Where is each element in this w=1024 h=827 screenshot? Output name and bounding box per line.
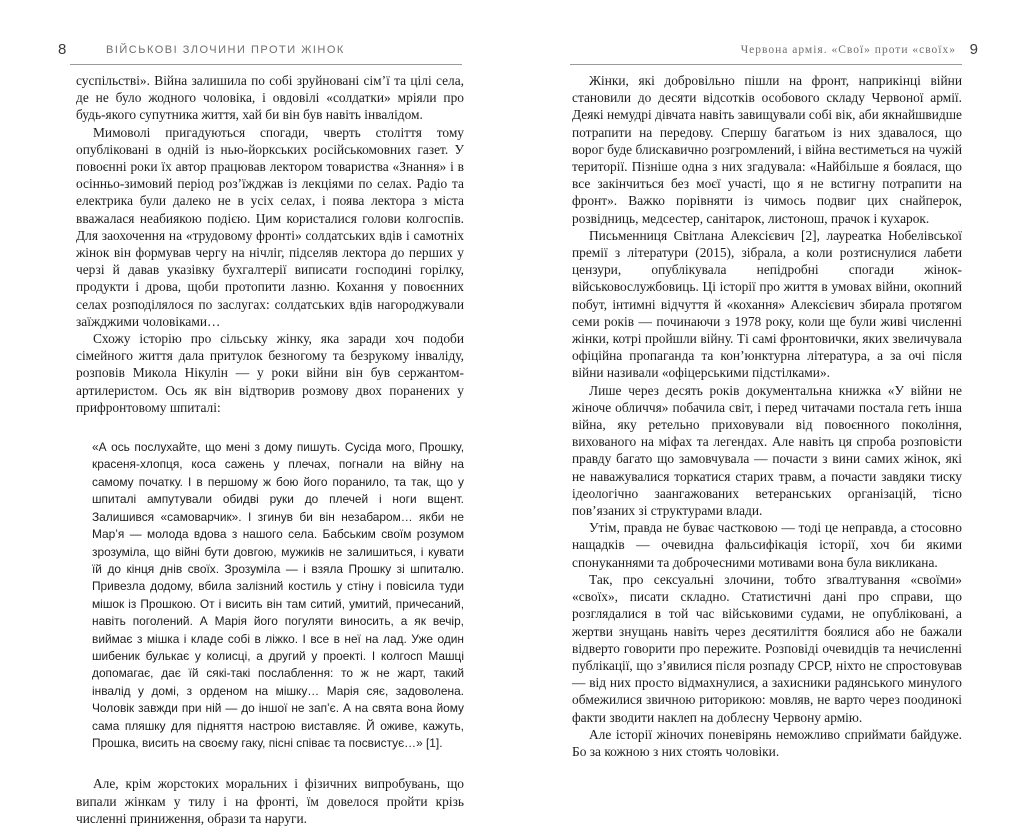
paragraph: Але, крім жорстоких моральних і фізичних випробувань, що випали жінкам у тилу і на фронті, їм довелося пройти крізь численні приниження, образи та наруги. (76, 776, 464, 826)
block-quote (92, 439, 464, 752)
paragraph: Утім, правда не буває частковою — тоді це неправда, а стосовно нащадків — очевидна фальсифікація історії, хоч би якими спонуканнями та доброчесними мотивами вона була викликана. (572, 520, 962, 570)
paragraph: Так, про сексуальні злочини, тобто зґвалтування «своїми» «своїх», писати складно. Статистичні дані про справи, що розглядалися в той час військовими судами, не опубліковані, а жертви знущань навіть через десятиліття боялися або не бажали відверто говорити про пережите. Розповіді очевидців та нечисленні публікації, що з’явилися після розпаду СРСР, ніхто не спростовував — від них просто відмахнулися, а захисники радянського минулого обмежилися звичною риторикою: мовляв, не варто через поодинокі факти зводити наклеп на доблесну Червону армію. (572, 571, 962, 725)
right-running-title: Червона армія. «Свої» проти «своїх» (740, 44, 956, 56)
paragraph: Мимоволі пригадуються спогади, чверть століття тому опубліковані в одній із нью-йоркських російськомовних газет. У повоєнні роки їх автор працював лектором товариства «Знання» і в осінньо-зимовий період роз’їжджав із лекціями по селах. Радіо та електрика були далеко не в усіх селах, і поява лектора з міста вважалася неабиякою подією. Цим користалися голови колгоспів. Для заохочення на «трудовому фронті» солдатських вдів і самотніх жінок він формував чергу на нічліг, підселяв лектора до перших у черзі й давав указівку бухгалтерії виписати господині горілку, продукти і дрова, щоби протопити лазню. Кохання у повоєнних селах розподілялося по заслугах: солдатських вдів нагороджували заїжджими чоловіками… (76, 124, 464, 329)
right-page (512, 0, 1024, 759)
right-page-number: 9 (969, 41, 978, 58)
paragraph: Письменниця Світлана Алексієвич [2], лауреатка Нобелівської премії з літератури (2015), зібрала, а коли розтиснулися лабети цензури, опублікувала непідробні спогади жінок-військовослужбовиць. Ці історії про життя в умовах війни, окопний побут, інтимні відчуття й «кохання» Алексієвич збирала протягом семи років — починаючи з 1978 року, коли ще були живі численні жінки, котрі пройшли війну. Ті самі фронтовички, яких звеличувала офіційна пропаганда та кон’юнктурна література, а за очі після війни називали «офіцерськими підстілками». (572, 227, 962, 381)
left-page (0, 0, 512, 826)
paragraph: Але історії жіночих поневірянь неможливо сприймати байдуже. Бо за кожною з них стоять чоловіки. (572, 726, 962, 759)
left-page-number: 8 (58, 41, 67, 58)
right-page-body (572, 72, 962, 760)
paragraph: Жінки, які добровільно пішли на фронт, наприкінці війни становили до десяти відсотків особового складу Червоної армії. Деякі немудрі дівчата навіть завищували собі вік, аби якнайшвидше потрапити на передову. Спершу багатьом із них здавалося, що ворог буде блискавично розгромлений, і війна вестиметься на чужій території. Пізніше одна з них згадувала: «Найбільше я боялася, що все закінчиться без моєї участі, що я не встигну потрапити на фронт». Важко порівняти із чимось подвиг цих снайперок, розвідниць, медсестер, санітарок, листонош, прачок і кухарок. (572, 73, 962, 226)
left-page-header (58, 41, 462, 65)
left-page-body (76, 72, 464, 827)
paragraph: Лише через десять років документальна книжка «У війни не жіноче обличчя» побачила світ, і перед читачами постала геть інша війна, яку ретельно приховували від повоєнного покоління, вихованого на міфах та легендах. Але навіть ця спроба розповісти правду багато що замовчувала — почасти з вини самих жінок, які не наважувалися торкатися старих травм, а почасти завдяки тиску ідеологічно заангажованих ветеранських організацій, тісно пов’язаних зі структурами влади. (572, 382, 962, 519)
paragraph: Схожу історію про сільську жінку, яка заради хоч подоби сімейного життя дала притулок безногому та безрукому інваліду, розповів Микола Нікулін — у роки війни він був сержантом-артилеристом. Ось як він відтворив розмову двох поранених у прифронтовому шпиталі: (76, 331, 464, 415)
paragraph: суспільстві». Війна залишила по собі зруйновані сім’ї та цілі села, де не було жодного чоловіка, і овдовілі «солдатки» мріяли про будь-якого супутника життя, хай би він був навіть інвалідом. (76, 73, 464, 123)
right-page-header (570, 41, 978, 65)
quote-text: «А ось послухайте, що мені з дому пишуть. Сусіда мого, Прошку, красеня-хлопця, коса сажень у плечах, погнали на війну на самому початку. І в першому ж бою його поранило, та так, що у шпиталі ампутували обидві руки до плечей і ноги вщент. Залишився «самоварчик». І згинув би він незабаром… якби не Мар’я — молода вдова з нашого села. Бабським своїм розумом зрозуміла, що війні бути довгою, мужиків не залишиться, і кувати їй до кінця днів своїх. Зрозуміла — і взяла Прошку зі шпиталю. Привезла додому, вбила залізний костиль у стіну і повісила туди мішок із Прошкою. От і висить він там ситий, умитий, причесаний, навіть поголений. А Марія його погуляти виносить, а як вечір, виймає з мішка і кладе собі в ліжко. І все в неї на лад. Уже один шибеник булькає у колисці, а другий у проекті. І колгосп Машці допомагає, дає їй сякі-такі послаблення: то ж не жарт, такий інвалід у домі, з орденом на мішку… Марія сяє, задоволена. Чоловік завжди при ній — до іншої не запʼє. А на свята вона йому сама пляшку для підняття настрою виставляє. Й оживе, кажуть, Прошка, висить на своєму гаку, пісні співає та посвистує…» [1]. (92, 440, 464, 750)
left-running-title: ВІЙСЬКОВІ ЗЛОЧИНИ ПРОТИ ЖІНОК (106, 44, 345, 56)
